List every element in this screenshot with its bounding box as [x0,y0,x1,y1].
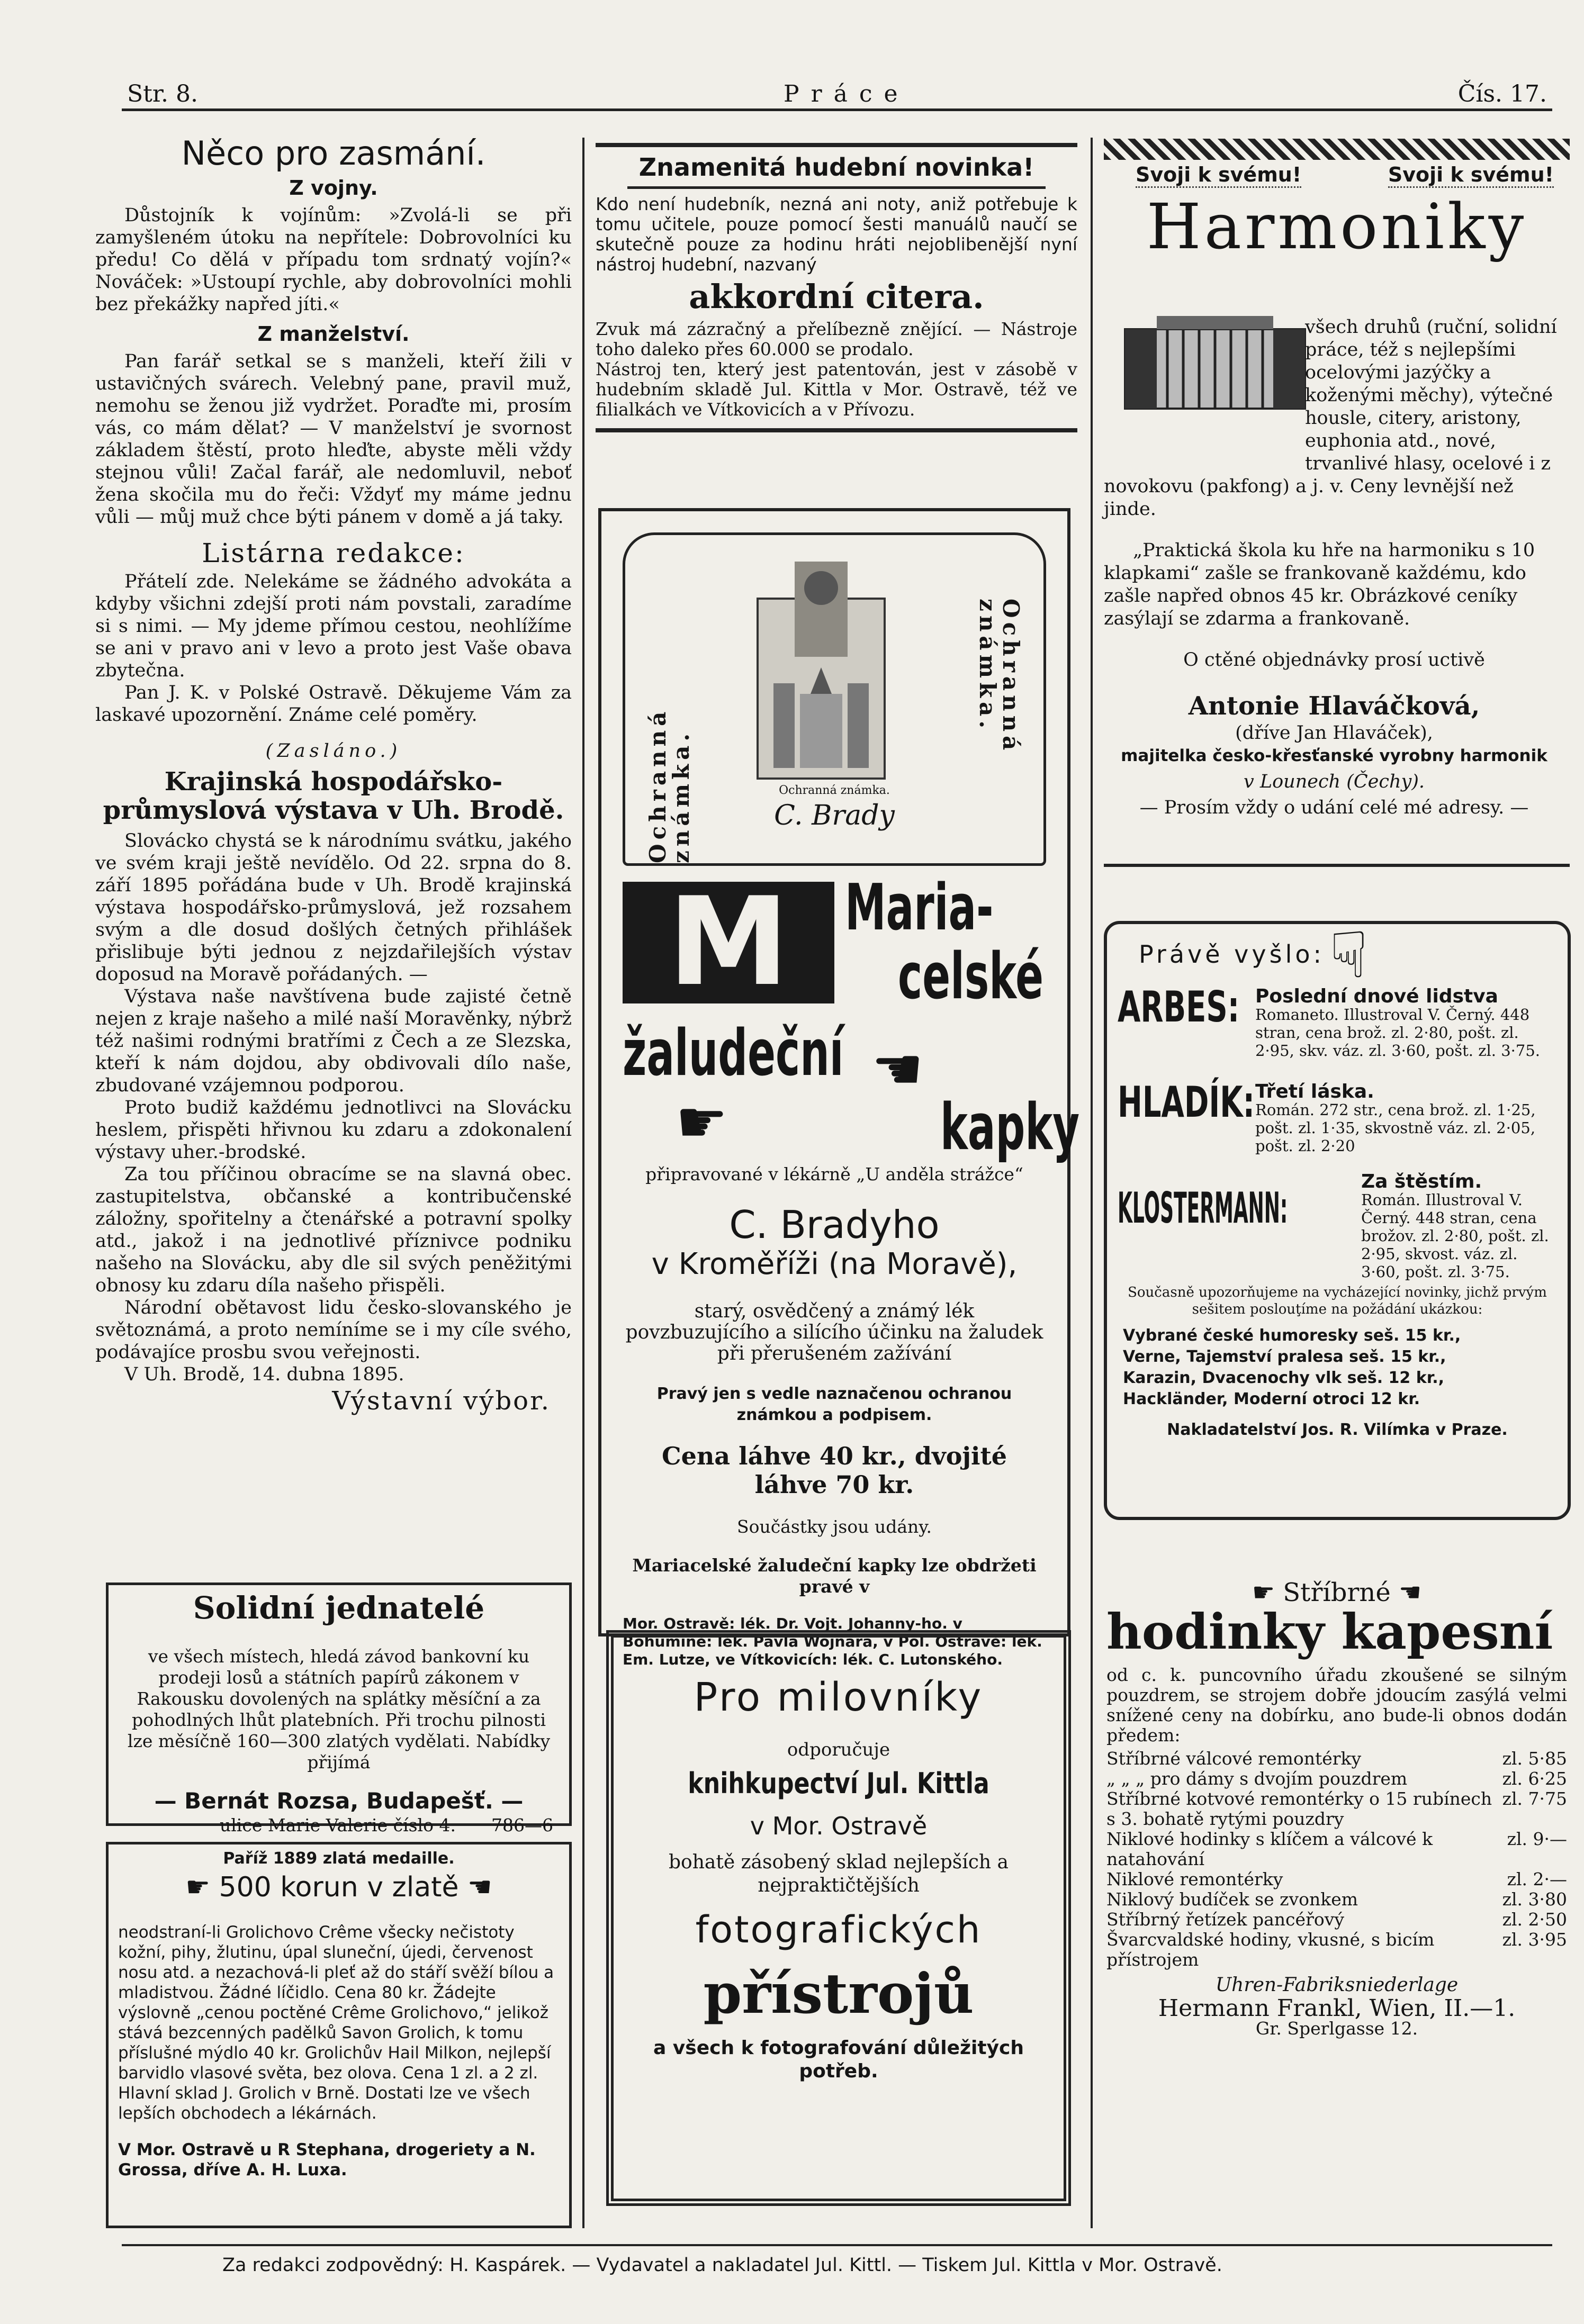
kapky-genuine: Pravý jen s vedle naznačenou ochranou známkou a podpisem. [656,1385,1012,1424]
ad-creme-medal: Paříž 1889 zlatá medaille. [223,1849,455,1868]
book-title: Třetí láska. [1255,1081,1374,1102]
humor-section-title: Z vojny. [289,176,378,200]
ad-books [1104,921,1571,1520]
kapky-title-3: žaludeční [623,1017,844,1090]
watches-silver-row [1106,1578,1567,1607]
hand-pointing-left-icon: ☚ [1390,1578,1422,1607]
kapky-maker: C. Bradyho [729,1202,940,1247]
kapky-price: Cena láhve 40 kr., dvojité láhve 70 kr. [661,1442,1007,1499]
books-more [1123,1325,1552,1410]
kapky-title-1: Maria- [845,871,994,945]
books-header [1107,919,1568,992]
watches-name: Hermann Frankl, Wien, II.—1. [1158,1995,1516,2022]
books-publisher: Nakladatelství Jos. R. Vilímka v Praze. [1167,1421,1508,1439]
ad-citera-text: Nástroj ten, který jest patentován, jest v zásobě v hudebním skladě Jul. Kittla v Mor. Ostravě, též ve filialkách ve Vítkovicích a v Přívozu. [596,359,1077,420]
brady-signature: C. Brady [774,800,895,831]
watches-price-list [1106,1749,1567,1970]
watch-price-row [1106,1769,1567,1789]
book-title: Za štěstím. [1361,1171,1482,1192]
watch-price-row [1106,1889,1567,1910]
ad-creme-title: 500 korun v zlatě [219,1871,459,1903]
ad-citera [596,143,1077,432]
footer-rule [122,2244,1552,2246]
ornament-border [1104,139,1570,160]
book-info: Román. Illustroval V. Černý. 448 stran, cena brožov. zl. 2·80, pošt. zl. 2·95, skvost. váz. zl. 3·60, pošt. zl. 3·75. [1361,1191,1549,1281]
photo-ad-stock: bohatě zásobený sklad nejlepších a nejpraktičtějších [669,1851,1009,1896]
kapky-parts: Součástky jsou udány. [736,1516,932,1537]
humor-section-title: Z manželství. [257,322,410,346]
exhibit-signature: Výstavní výbor. [332,1386,551,1416]
watch-item-price: zl. 7·75 [1502,1788,1567,1809]
harmoniky-text2: „Praktická škola ku hře na harmoniku s 10 klapkami“ zašle se frankovaně každému, kdo zašle napřed obnos 45 kr. Obrázkové ceníky zasýlají se zdarma a frankovaně. [1104,540,1535,629]
books-header-text: Právě vyšlo: [1139,940,1325,969]
church-image [747,556,895,789]
ad-kapky [598,508,1080,1668]
kapky-title-4: kapky [940,1091,1080,1164]
harmoniky-body [1104,297,1564,819]
ad-agents-address: ulice Marie Valerie číslo 4. [220,1815,456,1835]
exhibit-text: Národní obětavost lidu česko-slovanského je světoznámá, a proto nemíníme se i my cíle svého, podávajíce prosbu svou veřejnosti. [95,1297,572,1363]
ad-agents-title: Solidní jednatelé [193,1590,485,1626]
harmoniky-text: všech druhů (ruční, solidní práce, též s nejlepšími ocelovými jazýčky a koženými měchy), výtečné housle, citery, aristony, euphonia atd., nové, trvanlivé hlasy, ocelové i z novokovu (pakfong) a j. v. Ceny levnější než jinde. [1104,317,1557,520]
trademark-frame [623,532,1046,866]
watch-item-name: „ „ „ pro dámy s dvojím pouzdrem [1106,1768,1408,1789]
exhibit-text: Výstava naše navštívena bude zajisté četně nejen z kraje našeho a milé naší Moravěnky, nýbrž též našimi rodnými bratřími z Čech a ze Slezska, kteří k nám dojdou, aby obdivovali dílo naše, zbudované vzájemnou podporou. [95,986,572,1096]
harmoniky-name: Antonie Hlaváčková, [1188,691,1480,721]
harmoniky-request: O ctěné objednávky prosí uctivě [1183,649,1485,671]
harmoniky-banner [1104,160,1570,189]
hand-pointing-left-icon: ☚ [871,1035,924,1103]
watch-item-name: Niklové remontérky [1106,1869,1283,1889]
photo-ad-word2: přístrojů [703,1961,974,2026]
book-more-item: Karazin, Dvacenochy vlk seš. 12 kr., [1123,1369,1445,1387]
watches-address: Gr. Sperlgasse 12. [1255,2018,1418,2039]
kapky-prep: připravované v lékárně „U anděla strážce“ [645,1164,1023,1184]
ad-citera-title: Znamenitá hudební novinka! [638,153,1034,182]
harmoniky-owner: majitelka česko-křesťanské vyrobny harmonik [1121,746,1547,765]
ad-agents-code: 786—6 [491,1815,553,1835]
listarna-title: Listárna redakce: [202,538,465,568]
books-note: Současně upozorňujeme na vycházející novinky, jichž prvým sešitem poslouţíme na požádání ukázkou: [1128,1285,1547,1317]
big-initial-m: M [623,882,834,1003]
watches-firm: Uhren-Fabriksniederlage [1215,1974,1459,1996]
ad-creme-address: V Mor. Ostravě u R Stephana, drogeriety a N. Grossa, dříve A. H. Luxa. [118,2140,536,2180]
exhibit-title: Krajinská hospodářsko-průmyslová výstava v Uh. Brodě. [103,767,564,825]
book-more-item: Vybrané české humoresky seš. 15 kr., [1123,1326,1461,1345]
listarna-text: Pan J. K. v Polské Ostravě. Děkujeme Vám za laskavé upozornění. Známe celé poměry. [95,682,572,726]
book-entry [1255,1083,1552,1155]
hand-pointing-left-icon: ☚ [458,1871,492,1903]
trademark-side-right: Ochranná známka. [975,599,1024,755]
listarna-text: Přátelí zde. Nelekáme se žádného advokáta a kdyby všichni zdejší proti nám povstali, zaradíme si s nimi. — My jdeme přímou cestou, neohlížíme se ani v pravo ani v levo a proto jest Vaše obava zbytečna. [95,571,572,681]
exhibit-date: V Uh. Brodě, 14. dubna 1895. [124,1364,404,1385]
ad-creme [106,1842,572,2228]
harmoniky-title: Harmoniky [1146,190,1527,263]
humor-title: Něco pro zasmání. [181,134,486,173]
book-author: ARBES: [1118,982,1240,1032]
kapky-availability: Mariacelské žaludeční kapky lze obdržeti pravé v [632,1555,1037,1597]
photo-ad-word1: fotografických [695,1908,982,1951]
watch-price-row [1106,1869,1567,1889]
hand-pointing-right-icon: ☛ [1252,1578,1283,1607]
hand-pointing-right-icon: ☛ [185,1871,219,1903]
watch-item-price: zl. 6·25 [1502,1768,1567,1789]
book-author: KLOSTERMANN: [1118,1183,1288,1233]
watch-item-price: zl. 9·— [1507,1829,1567,1849]
book-author: HLADÍK: [1118,1078,1255,1127]
watch-item-name: Niklový budíček se zvonkem [1106,1889,1358,1910]
ad-harmoniky [1104,139,1570,867]
watch-price-row [1106,1910,1567,1930]
column-rule-1 [582,138,584,2228]
trademark-caption: Ochranná známka. [779,784,890,797]
page-header [122,74,1552,111]
watch-item-price: zl. 3·95 [1502,1929,1567,1950]
watch-item-name: Niklové hodinky s klíčem a válcové k natahování [1106,1829,1433,1869]
humor-text: Pan farář setkal se s manželi, kteří žili v ustavičných svárech. Velebný pane, pravil muž, nemohu se ženou již vydržet. Poraďte mi, prosím vás, co mám dělat? — V manželství je svornost základem štěstí, proto hleďte, abyste měli vždy stejnou vůli! Začal farář, ale nedomluvil, neboť žena skočila mu do řeči: Vždyť my máme jednu vůli — můj muž chce býti pánem v domě a já taky. [95,351,572,528]
watch-item-name: Stříbrný řetízek pancéřový [1106,1909,1344,1930]
kapky-place: v Kroměříži (na Moravě), [651,1247,1018,1281]
watch-item-price: zl. 2·— [1507,1869,1567,1889]
issue-number: Čís. 17. [1457,80,1547,107]
kapky-title-2: celské [898,940,1043,1014]
ad-creme-text: neodstraní-li Grolichovo Crême všecky nečistoty kožní, pihy, žlutinu, úpal sluneční, újedi, červenost nosu atd. a nezachová-li pleť až do stáří svěží bílou a mladistvou. Žádné líčidlo. Cena 80 kr. Žádejte výslovně „cenou poctěné Crême Grolichovo,“ jelikož stává bezcenných padělků Savon Grolich, k tomu příslušné mýdlo 40 kr. Grolichův Hail Milkon, nejlepší barvidlo vlasové světa, bez olova. Cena 1 zl. a 2 zl. Hlavní sklad J. Grolich v Brně. Dostati lze ve všech lepších obchodech a lékárnách. [118,1923,554,2123]
ad-photo [606,1630,1071,2206]
ad-agents-name: — Bernát Rozsa, Budapešť. — [154,1788,524,1814]
watch-price-row [1106,1749,1567,1769]
harmoniky-place: v Lounech (Čechy). [1243,771,1425,792]
humor-text: Důstojník k vojínům: »Zvolá-li se při zamyšleném útoku na nepřítele: Dobrovolníci ku předu! Co dělá v případu tom srdnatý vojín?« Nováček: »Ustoupí rychle, aby dobrovolníci mohli bez překážky napřed jíti.« [95,205,572,315]
watches-silver: Stříbrné [1283,1578,1391,1607]
footer-text: Za redakci zodpovědný: H. Kaspárek. — Vydavatel a nakladatel Jul. Kittl. — Tiskem Jul. Kittla v Mor. Ostravě. [222,2255,1222,2276]
harmoniky-formerly: (dříve Jan Hlaváček), [1235,722,1433,744]
book-title: Poslední dnové lidstva [1255,985,1498,1007]
watch-item-name: Stříbrné kotvové remontérky o 15 rubínech s 3. bohatě rytými pouzdry [1106,1788,1492,1829]
photo-ad-recommend: odporučuje [787,1739,890,1760]
ad-citera-intro: Kdo není hudebník, nezná ani noty, aniž potřebuje k tomu učitele, pouze pomocí šesti manuálů naučí se skutečně pouze za hodinu hráti nejoblibenější nyní nástroj hudební, nazvaný [596,194,1077,275]
newspaper-name: Práce [784,80,910,107]
watch-price-row [1106,1930,1567,1970]
header-rule [122,108,1552,111]
ad-watches [1106,1578,1567,2039]
book-entry [1255,985,1552,1060]
watches-intro: od c. k. puncovního úřadu zkoušené se silným pouzdrem, se strojem dobře jdoucím zasýlá velmi snížené ceny na dobírku, ano bude-li obnos dodán předem: [1106,1665,1567,1746]
photo-ad-title: Pro milovníky [694,1675,984,1720]
books-list [1107,982,1568,1284]
hand-pointing-down-icon: ☟ [1329,919,1369,992]
book-more-item: Verne, Tajemství pralesa seš. 15 kr., [1123,1348,1446,1366]
harmoniky-note: — Prosím vždy o udání celé mé adresy. — [1139,797,1529,818]
page-number: Str. 8. [127,80,198,107]
trademark-side-left: Ochranná známka. [645,707,694,863]
watches-title: hodinky kapesní [1106,1603,1553,1660]
column-left [95,132,572,1416]
zaslano-label: (Zasláno.) [265,740,402,762]
watch-item-price: zl. 2·50 [1502,1909,1567,1930]
watch-price-row [1106,1829,1567,1869]
ad-creme-title-row [109,1869,569,1906]
book-entry [1361,1173,1552,1281]
photo-ad-shop: knihkupectví Jul. Kittla [688,1767,989,1800]
exhibit-text: Proto budiž každému jednotlivci na Slovácku heslem, přispěti hřivnou ku zdaru a zdokonalení výstavy uher.-brodské. [95,1097,572,1163]
watch-price-row [1106,1789,1567,1829]
exhibit-text: Slovácko chystá se k národnímu svátku, jakého ve svém kraji ještě nevídělo. Od 22. srpna do 8. září 1895 pořádána bude v Uh. Brodě krajinská výstava hospodářsko-průmyslová, jež rozsahem svým a dle dosud došlých četných přihlášek přislibuje býti jednou z nejzdařilejších výstav doposud na Moravě pořádaných. — [95,830,572,985]
book-info: Romaneto. Illustroval V. Černý. 448 stran, cena brož. zl. 2·80, pošt. zl. 2·95, skv. váz. zl. 3·60, pošt. zl. 3·75. [1255,1006,1541,1060]
watch-item-price: zl. 5·85 [1502,1748,1567,1769]
ad-citera-product: akkordní citera. [689,277,984,316]
ad-agents [106,1583,572,1835]
exhibit-text: Za tou příčinou obracíme se na slavná obec. zastupitelstva, občanské a kontribučenské záložny, spořitelny a čtenářské a potravní spolky atd., jakož i na jednotlivé příznivce podniku našeho na Slovácku, aby dle sil svých peněžitými obnosy ku zdaru díla našeho přispěli. [95,1164,572,1296]
column-rule-2 [1091,138,1093,2228]
kapky-desc: starý, osvědčený a známý lék povzbuzujícího a silícího účinku na žaludek při přerušeném zažívání [625,1300,1043,1364]
book-info: Román. 272 str., cena brož. zl. 1·25, pošt. zl. 1·35, skvostně váz. zl. 2·05, pošt. zl. 2·20 [1255,1101,1536,1155]
kapky-pharmacies: Mor. Ostravě: lék. Dr. Vojt. Johanny-ho. v Bohumíně: lék. Pavla Wojnara, v Pol. Ostravě: lék. Em. Lutze, ve Vítkovicích: lék. C. Lutonského. [623,1615,1042,1668]
watch-item-price: zl. 3·80 [1502,1889,1567,1910]
photo-ad-city: v Mor. Ostravě [750,1812,928,1840]
ad-citera-text: Zvuk má zázračný a přelíbezně znějící. — Nástroje toho daleko přes 60.000 se prodalo. [596,319,1077,359]
banner-left: Svoji k svému! [1136,163,1301,188]
ad-agents-text: ve všech místech, hledá závod bankovní ku prodeji losů a státních papírů zákonem v Rakousku dovolených na splátky měsíční a za pohodlných lhůt platebních. Při trochu pilnosti lze měsíčně 160—300 zlatých vydělati. Nabídky přijímá [127,1646,551,1773]
kapky-text [623,1146,1046,1684]
watch-item-name: Švarcvaldské hodiny, vkusné, s bicím přístrojem [1106,1929,1435,1970]
photo-ad-end: a všech k fotografování důležitých potřeb. [653,2037,1024,2082]
hand-pointing-right-icon: ☛ [676,1088,728,1156]
watch-item-name: Stříbrné válcové remontérky [1106,1748,1362,1769]
book-more-item: Hackländer, Moderní otroci 12 kr. [1123,1390,1420,1408]
banner-right: Svoji k svému! [1388,163,1554,188]
